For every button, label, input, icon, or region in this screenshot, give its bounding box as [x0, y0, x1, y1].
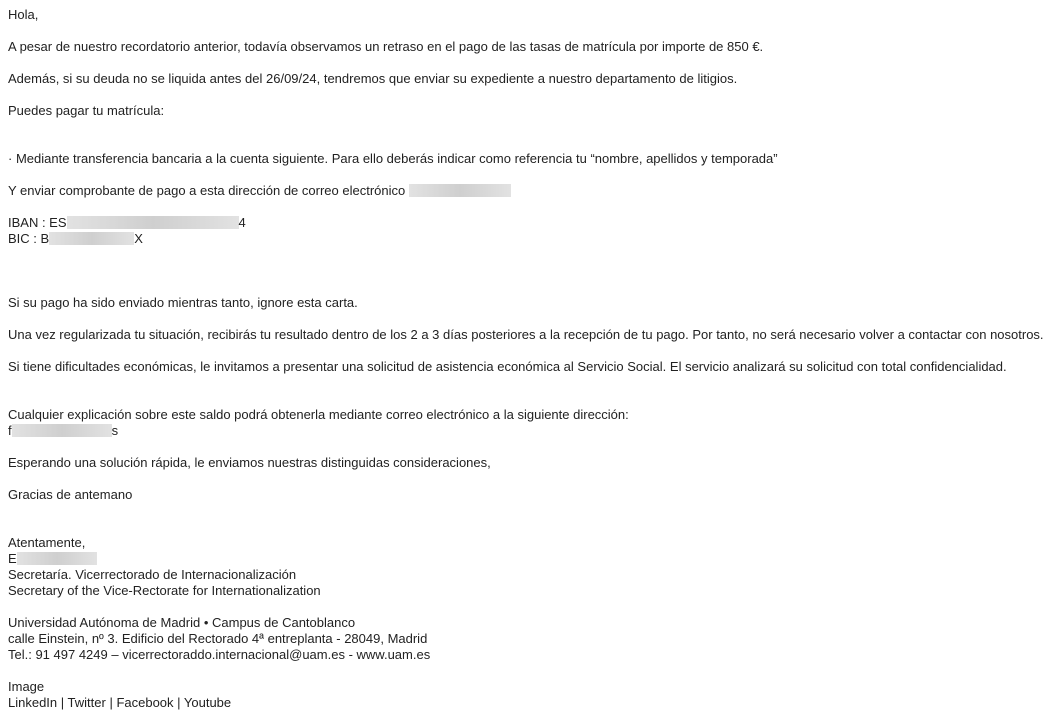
- payment-intro: Puedes pagar tu matrícula:: [8, 103, 165, 118]
- send-receipt-text: Y enviar comprobante de pago a esta dirección de correo electrónico: [8, 183, 406, 198]
- redacted-address[interactable]: [12, 424, 112, 437]
- iban-line: [8, 215, 1057, 231]
- social-separator: |: [173, 695, 184, 710]
- bic-label: BIC : B: [8, 231, 50, 246]
- twitter-link[interactable]: Twitter: [67, 695, 106, 710]
- result-paragraph: Una vez regularizada tu situación, recibirás tu resultado dentro de los 2 a 3 días posteriores a la recepción de tu pago. Por tanto, no será necesario volver a contactar con nosotros.: [8, 327, 1044, 342]
- signature-contact[interactable]: Tel.: 91 497 4249 – vicerrectoraddo.internacional@uam.es - www.uam.es: [8, 647, 431, 662]
- litigation-paragraph: Además, si su deuda no se liquida antes del 26/09/24, tendremos que enviar su expediente a nuestro departamento de litigios.: [8, 71, 738, 86]
- reminder-paragraph: A pesar de nuestro recordatorio anterior, todavía observamos un retraso en el pago de las tasas de matrícula por importe de 850 €.: [8, 39, 764, 54]
- social-separator: |: [57, 695, 68, 710]
- redacted-iban: [67, 216, 239, 229]
- contact-address-end: s: [111, 423, 119, 438]
- contact-intro: Cualquier explicación sobre este saldo podrá obtenerla mediante correo electrónico a la siguiente dirección:: [8, 407, 629, 422]
- youtube-link[interactable]: Youtube: [183, 695, 232, 710]
- thanks-line: Gracias de antemano: [8, 487, 133, 502]
- social-separator: |: [105, 695, 117, 710]
- signature-name: [8, 551, 1057, 567]
- bic-line: [8, 231, 1057, 247]
- social-links: [8, 695, 1057, 711]
- bic-end: X: [134, 231, 143, 246]
- redacted-email: [409, 184, 511, 197]
- signature-role-es: Secretaría. Vicerrectorado de Internacionalización: [8, 567, 297, 582]
- send-receipt-line: [8, 183, 1057, 199]
- bank-transfer-instructions: · Mediante transferencia bancaria a la cuenta siguiente. Para ello deberás indicar como referencia tu “nombre, apellidos y temporada”: [8, 151, 778, 166]
- ignore-paragraph: Si su pago ha sido enviado mientras tanto, ignore esta carta.: [8, 295, 358, 310]
- signature-name-start: E: [8, 551, 17, 566]
- signature-address: calle Einstein, nº 3. Edificio del Rectorado 4ª entreplanta - 28049, Madrid: [8, 631, 428, 646]
- redacted-bic: [49, 232, 134, 245]
- closing-paragraph: Esperando una solución rápida, le enviamos nuestras distinguidas consideraciones,: [8, 455, 491, 470]
- iban-end: 4: [238, 215, 246, 230]
- redacted-name: [17, 552, 97, 565]
- iban-label: IBAN : ES: [8, 215, 67, 230]
- signature-institution: Universidad Autónoma de Madrid • Campus de Cantoblanco: [8, 615, 356, 630]
- linkedin-link[interactable]: LinkedIn: [8, 695, 58, 710]
- contact-address-line: [8, 423, 1057, 439]
- contact-address-start: f: [8, 423, 12, 438]
- signature-closing: Atentamente,: [8, 535, 86, 550]
- financial-aid-paragraph: Si tiene dificultades económicas, le invitamos a presentar una solicitud de asistencia económica al Servicio Social. El servicio analizará su solicitud con total confidencialidad.: [8, 359, 1007, 374]
- signature-image-placeholder: Image: [8, 679, 45, 694]
- signature-role-en: Secretary of the Vice-Rectorate for Internationalization: [8, 583, 321, 598]
- greeting: Hola,: [8, 7, 39, 22]
- facebook-link[interactable]: Facebook: [116, 695, 174, 710]
